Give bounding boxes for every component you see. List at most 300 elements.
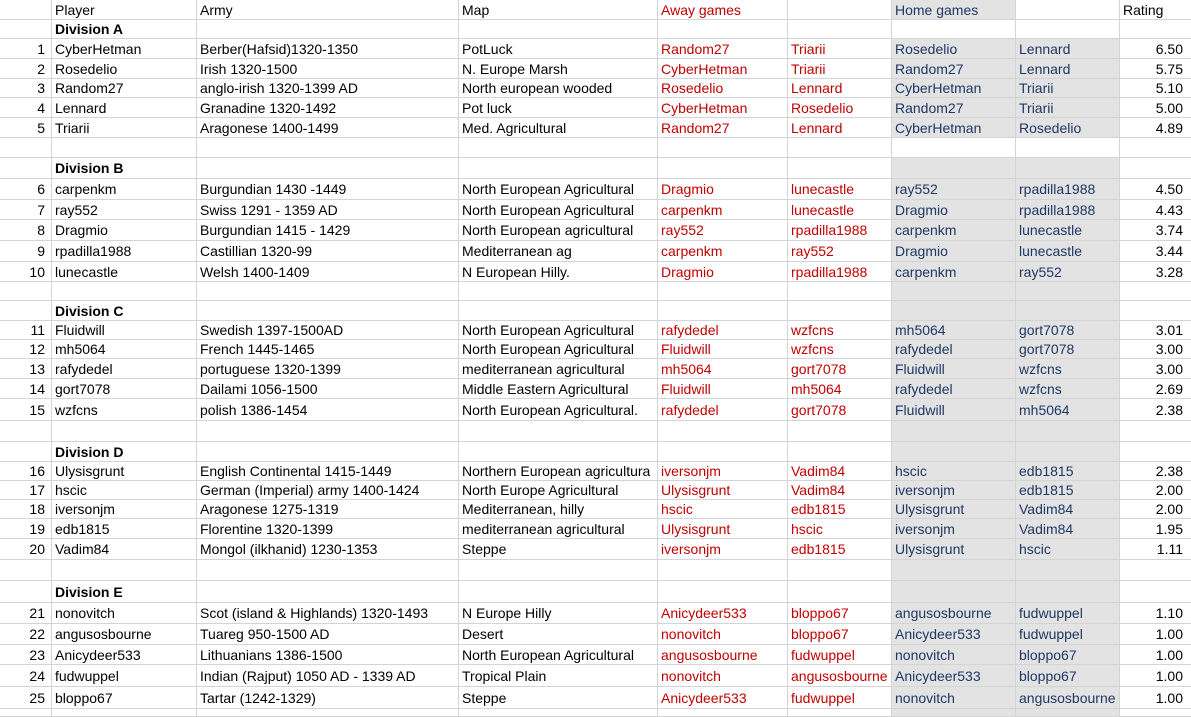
home-game-2-cell[interactable]: gort7078	[1016, 321, 1120, 339]
away-game-1-cell[interactable]: angusosbourne	[658, 645, 788, 664]
empty-cell[interactable]	[52, 421, 197, 441]
division-title[interactable]: Division D	[52, 442, 197, 461]
empty-cell[interactable]	[0, 138, 52, 157]
empty-cell[interactable]	[459, 282, 658, 300]
away-game-1-cell[interactable]: Ulysisgrunt	[658, 519, 788, 538]
home-game-2-cell[interactable]: rpadilla1988	[1016, 179, 1120, 199]
empty-cell[interactable]	[0, 709, 52, 716]
empty-cell[interactable]	[197, 560, 459, 580]
home-game-2-cell[interactable]: wzfcns	[1016, 379, 1120, 398]
empty-cell[interactable]	[52, 709, 197, 716]
empty-cell[interactable]	[1016, 442, 1120, 461]
empty-cell[interactable]	[197, 442, 459, 461]
home-game-2-cell[interactable]: Lennard	[1016, 59, 1120, 78]
player-cell[interactable]: iversonjm	[52, 500, 197, 518]
away-game-2-cell[interactable]: hscic	[788, 519, 892, 538]
home-game-2-cell[interactable]: Triarii	[1016, 98, 1120, 117]
home-game-1-cell[interactable]: iversonjm	[892, 481, 1016, 499]
empty-cell[interactable]	[1120, 138, 1191, 157]
player-cell[interactable]: Rosedelio	[52, 59, 197, 78]
header-cell-home-2[interactable]	[1016, 0, 1120, 19]
empty-cell[interactable]	[658, 158, 788, 178]
empty-cell[interactable]	[197, 20, 459, 38]
empty-cell[interactable]	[658, 581, 788, 602]
map-cell[interactable]: North European Agricultural	[459, 340, 658, 358]
away-game-1-cell[interactable]: Anicydeer533	[658, 603, 788, 623]
home-game-1-cell[interactable]: Random27	[892, 59, 1016, 78]
rating-cell[interactable]: 3.44	[1155, 243, 1183, 259]
map-cell[interactable]: Mediterranean, hilly	[459, 500, 658, 518]
rating-cell[interactable]: 5.75	[1155, 60, 1183, 77]
empty-cell[interactable]	[788, 158, 892, 178]
map-cell[interactable]: N. Europe Marsh	[459, 59, 658, 78]
army-cell[interactable]: portuguese 1320-1399	[197, 359, 459, 378]
player-cell[interactable]: gort7078	[52, 379, 197, 398]
rating-cell[interactable]: 2.69	[1155, 380, 1183, 397]
home-game-2-cell[interactable]: bloppo67	[1016, 645, 1120, 664]
empty-cell[interactable]	[1120, 301, 1191, 320]
rating-cell[interactable]: 2.00	[1155, 482, 1183, 498]
home-game-1-cell[interactable]: rafydedel	[892, 379, 1016, 398]
away-game-2-cell[interactable]: fudwuppel	[788, 687, 892, 708]
home-game-1-cell[interactable]: Fluidwill	[892, 359, 1016, 378]
home-game-1-cell[interactable]: ray552	[892, 179, 1016, 199]
away-game-1-cell[interactable]: iversonjm	[658, 539, 788, 559]
division-title[interactable]: Division B	[52, 158, 197, 178]
empty-cell[interactable]	[1120, 709, 1191, 716]
map-cell[interactable]: PotLuck	[459, 39, 658, 58]
empty-cell[interactable]	[892, 158, 1016, 178]
home-game-1-cell[interactable]: Ulysisgrunt	[892, 500, 1016, 518]
army-cell[interactable]: Tuareg 950-1500 AD	[197, 624, 459, 644]
army-cell[interactable]: Welsh 1400-1409	[197, 262, 459, 281]
empty-cell[interactable]	[658, 421, 788, 441]
player-cell[interactable]: lunecastle	[52, 262, 197, 281]
army-cell[interactable]: Florentine 1320-1399	[197, 519, 459, 538]
home-game-1-cell[interactable]: nonovitch	[892, 687, 1016, 708]
empty-cell[interactable]	[197, 158, 459, 178]
empty-cell[interactable]	[52, 560, 197, 580]
player-cell[interactable]: Ulysisgrunt	[52, 462, 197, 480]
map-cell[interactable]: North Europe Agricultural	[459, 481, 658, 499]
empty-cell[interactable]	[892, 20, 1016, 38]
map-cell[interactable]: Middle Eastern Agricultural	[459, 379, 658, 398]
player-cell[interactable]: fudwuppel	[52, 665, 197, 686]
rating-cell[interactable]: 3.74	[1155, 222, 1183, 238]
map-cell[interactable]: North European Agricultural	[459, 645, 658, 664]
empty-cell[interactable]	[0, 421, 52, 441]
empty-cell[interactable]	[0, 301, 52, 320]
empty-cell[interactable]	[52, 138, 197, 157]
header-cell-away-2[interactable]	[788, 0, 892, 19]
rating-cell[interactable]: 3.00	[1155, 360, 1183, 377]
away-game-2-cell[interactable]: edb1815	[788, 500, 892, 518]
home-game-2-cell[interactable]: ray552	[1016, 262, 1120, 281]
army-cell[interactable]: Aragonese 1400-1499	[197, 118, 459, 137]
rating-cell[interactable]: 1.11	[1156, 541, 1183, 557]
empty-cell[interactable]	[197, 581, 459, 602]
header-cell-rating[interactable]: Rating	[1123, 1, 1164, 18]
home-game-1-cell[interactable]: rafydedel	[892, 340, 1016, 358]
army-cell[interactable]: Lithuanians 1386-1500	[197, 645, 459, 664]
player-cell[interactable]: Random27	[52, 79, 197, 97]
away-game-1-cell[interactable]: iversonjm	[658, 462, 788, 480]
army-cell[interactable]: Granadine 1320-1492	[197, 98, 459, 117]
empty-cell[interactable]	[52, 282, 197, 300]
empty-cell[interactable]	[788, 581, 892, 602]
empty-cell[interactable]	[892, 421, 1016, 441]
home-game-1-cell[interactable]: hscic	[892, 462, 1016, 480]
away-game-2-cell[interactable]: fudwuppel	[788, 645, 892, 664]
away-game-2-cell[interactable]: Lennard	[788, 118, 892, 137]
player-cell[interactable]: ray552	[52, 200, 197, 219]
empty-cell[interactable]	[658, 560, 788, 580]
empty-cell[interactable]	[658, 138, 788, 157]
army-cell[interactable]: German (Imperial) army 1400-1424	[197, 481, 459, 499]
away-game-2-cell[interactable]: angusosbourne	[788, 665, 892, 686]
away-game-2-cell[interactable]: rpadilla1988	[788, 262, 892, 281]
home-game-1-cell[interactable]: nonovitch	[892, 645, 1016, 664]
army-cell[interactable]: Aragonese 1275-1319	[197, 500, 459, 518]
army-cell[interactable]: Tartar (1242-1329)	[197, 687, 459, 708]
away-game-1-cell[interactable]: CyberHetman	[658, 98, 788, 117]
empty-cell[interactable]	[892, 301, 1016, 320]
away-game-2-cell[interactable]: rpadilla1988	[788, 220, 892, 240]
away-game-2-cell[interactable]: lunecastle	[788, 200, 892, 219]
empty-cell[interactable]	[0, 581, 52, 602]
empty-cell[interactable]	[0, 560, 52, 580]
empty-cell[interactable]	[658, 282, 788, 300]
home-game-1-cell[interactable]: CyberHetman	[892, 79, 1016, 97]
away-game-2-cell[interactable]: lunecastle	[788, 179, 892, 199]
map-cell[interactable]: North european wooded	[459, 79, 658, 97]
empty-cell[interactable]	[197, 301, 459, 320]
empty-cell[interactable]	[892, 138, 1016, 157]
away-game-1-cell[interactable]: Random27	[658, 39, 788, 58]
player-cell[interactable]: Triarii	[52, 118, 197, 137]
player-cell[interactable]: angusosbourne	[52, 624, 197, 644]
army-cell[interactable]: polish 1386-1454	[197, 399, 459, 420]
empty-cell[interactable]	[892, 581, 1016, 602]
away-game-1-cell[interactable]: Fluidwill	[658, 379, 788, 398]
empty-cell[interactable]	[0, 20, 52, 38]
home-game-2-cell[interactable]: edb1815	[1016, 481, 1120, 499]
away-game-2-cell[interactable]: Rosedelio	[788, 98, 892, 117]
army-cell[interactable]: Indian (Rajput) 1050 AD - 1339 AD	[197, 665, 459, 686]
empty-cell[interactable]	[1016, 301, 1120, 320]
away-game-2-cell[interactable]: Vadim84	[788, 481, 892, 499]
away-game-1-cell[interactable]: Dragmio	[658, 179, 788, 199]
away-game-2-cell[interactable]: Triarii	[788, 39, 892, 58]
empty-cell[interactable]	[658, 20, 788, 38]
empty-cell[interactable]	[1016, 282, 1120, 300]
away-game-2-cell[interactable]: gort7078	[788, 399, 892, 420]
player-cell[interactable]: Dragmio	[52, 220, 197, 240]
map-cell[interactable]: Pot luck	[459, 98, 658, 117]
empty-cell[interactable]	[892, 282, 1016, 300]
home-game-1-cell[interactable]: carpenkm	[892, 220, 1016, 240]
away-game-2-cell[interactable]: gort7078	[788, 359, 892, 378]
away-game-1-cell[interactable]: Dragmio	[658, 262, 788, 281]
away-game-1-cell[interactable]: rafydedel	[658, 321, 788, 339]
away-game-1-cell[interactable]: Anicydeer533	[658, 687, 788, 708]
home-game-1-cell[interactable]: Random27	[892, 98, 1016, 117]
division-title[interactable]: Division A	[52, 20, 197, 38]
army-cell[interactable]: anglo-irish 1320-1399 AD	[197, 79, 459, 97]
away-game-2-cell[interactable]: ray552	[788, 241, 892, 261]
rating-cell[interactable]: 3.01	[1155, 322, 1183, 338]
home-game-1-cell[interactable]: iversonjm	[892, 519, 1016, 538]
army-cell[interactable]: Swedish 1397-1500AD	[197, 321, 459, 339]
rating-cell[interactable]: 5.00	[1155, 99, 1183, 116]
map-cell[interactable]: mediterranean agricultural	[459, 519, 658, 538]
player-cell[interactable]: Anicydeer533	[52, 645, 197, 664]
player-cell[interactable]: rafydedel	[52, 359, 197, 378]
army-cell[interactable]: Burgundian 1430 -1449	[197, 179, 459, 199]
empty-cell[interactable]	[459, 20, 658, 38]
empty-cell[interactable]	[1120, 158, 1191, 178]
away-game-1-cell[interactable]: Random27	[658, 118, 788, 137]
away-game-2-cell[interactable]: Lennard	[788, 79, 892, 97]
map-cell[interactable]: North European Agricultural.	[459, 399, 658, 420]
army-cell[interactable]: English Continental 1415-1449	[197, 462, 459, 480]
empty-cell[interactable]	[1016, 709, 1120, 716]
away-game-1-cell[interactable]: carpenkm	[658, 241, 788, 261]
empty-cell[interactable]	[1016, 421, 1120, 441]
map-cell[interactable]: North European Agricultural	[459, 200, 658, 219]
home-game-2-cell[interactable]: Lennard	[1016, 39, 1120, 58]
empty-cell[interactable]	[0, 282, 52, 300]
home-game-2-cell[interactable]: angusosbourne	[1016, 687, 1120, 708]
home-game-1-cell[interactable]: angusosbourne	[892, 603, 1016, 623]
home-game-2-cell[interactable]: wzfcns	[1016, 359, 1120, 378]
player-cell[interactable]: wzfcns	[52, 399, 197, 420]
player-cell[interactable]: hscic	[52, 481, 197, 499]
away-game-1-cell[interactable]: mh5064	[658, 359, 788, 378]
home-game-2-cell[interactable]: Vadim84	[1016, 519, 1120, 538]
map-cell[interactable]: Med. Agricultural	[459, 118, 658, 137]
empty-cell[interactable]	[788, 301, 892, 320]
away-game-2-cell[interactable]: wzfcns	[788, 340, 892, 358]
empty-cell[interactable]	[459, 421, 658, 441]
header-cell-player[interactable]: Player	[52, 0, 197, 19]
away-game-2-cell[interactable]: Vadim84	[788, 462, 892, 480]
home-game-2-cell[interactable]: Rosedelio	[1016, 118, 1120, 137]
home-game-1-cell[interactable]: Anicydeer533	[892, 665, 1016, 686]
away-game-1-cell[interactable]: ray552	[658, 220, 788, 240]
map-cell[interactable]: North European agricultural	[459, 220, 658, 240]
empty-cell[interactable]	[658, 301, 788, 320]
map-cell[interactable]: Desert	[459, 624, 658, 644]
empty-cell[interactable]	[459, 581, 658, 602]
empty-cell[interactable]	[1120, 20, 1191, 38]
rating-cell[interactable]: 4.89	[1155, 119, 1183, 136]
army-cell[interactable]: Burgundian 1415 - 1429	[197, 220, 459, 240]
home-game-2-cell[interactable]: gort7078	[1016, 340, 1120, 358]
empty-cell[interactable]	[1120, 581, 1191, 602]
player-cell[interactable]: mh5064	[52, 340, 197, 358]
empty-cell[interactable]	[197, 138, 459, 157]
away-game-1-cell[interactable]: rafydedel	[658, 399, 788, 420]
division-title[interactable]: Division E	[52, 581, 197, 602]
empty-cell[interactable]	[1016, 158, 1120, 178]
map-cell[interactable]: North European Agricultural	[459, 321, 658, 339]
home-game-2-cell[interactable]: mh5064	[1016, 399, 1120, 420]
division-title[interactable]: Division C	[52, 301, 197, 320]
empty-cell[interactable]	[459, 138, 658, 157]
rating-cell[interactable]: 1.95	[1155, 520, 1183, 537]
home-game-2-cell[interactable]: lunecastle	[1016, 241, 1120, 261]
empty-cell[interactable]	[459, 709, 658, 716]
empty-cell[interactable]	[197, 421, 459, 441]
rating-cell[interactable]: 2.00	[1155, 501, 1183, 517]
home-game-1-cell[interactable]: Dragmio	[892, 200, 1016, 219]
home-game-2-cell[interactable]: lunecastle	[1016, 220, 1120, 240]
home-game-2-cell[interactable]: fudwuppel	[1016, 624, 1120, 644]
empty-cell[interactable]	[0, 442, 52, 461]
empty-cell[interactable]	[197, 282, 459, 300]
empty-cell[interactable]	[1016, 581, 1120, 602]
player-cell[interactable]: carpenkm	[52, 179, 197, 199]
empty-cell[interactable]	[1016, 20, 1120, 38]
player-cell[interactable]: edb1815	[52, 519, 197, 538]
empty-cell[interactable]	[1120, 442, 1191, 461]
player-cell[interactable]: Fluidwill	[52, 321, 197, 339]
home-game-1-cell[interactable]: CyberHetman	[892, 118, 1016, 137]
map-cell[interactable]: mediterranean agricultural	[459, 359, 658, 378]
home-game-1-cell[interactable]: mh5064	[892, 321, 1016, 339]
army-cell[interactable]: Mongol (ilkhanid) 1230-1353	[197, 539, 459, 559]
home-game-2-cell[interactable]: edb1815	[1016, 462, 1120, 480]
empty-cell[interactable]	[197, 709, 459, 716]
away-game-1-cell[interactable]: Ulysisgrunt	[658, 481, 788, 499]
home-game-1-cell[interactable]: Anicydeer533	[892, 624, 1016, 644]
rating-cell[interactable]: 4.50	[1155, 181, 1183, 197]
empty-cell[interactable]	[459, 442, 658, 461]
away-game-1-cell[interactable]: Rosedelio	[658, 79, 788, 97]
away-game-1-cell[interactable]: hscic	[658, 500, 788, 518]
away-game-2-cell[interactable]: edb1815	[788, 539, 892, 559]
rating-cell[interactable]: 2.38	[1155, 463, 1183, 479]
empty-cell[interactable]	[892, 709, 1016, 716]
empty-cell[interactable]	[788, 20, 892, 38]
home-game-2-cell[interactable]: bloppo67	[1016, 665, 1120, 686]
empty-cell[interactable]	[1120, 560, 1191, 580]
map-cell[interactable]: North European Agricultural	[459, 179, 658, 199]
rating-cell[interactable]: 1.00	[1155, 626, 1183, 642]
empty-cell[interactable]	[788, 709, 892, 716]
home-game-1-cell[interactable]: Fluidwill	[892, 399, 1016, 420]
empty-cell[interactable]	[788, 442, 892, 461]
empty-cell[interactable]	[459, 560, 658, 580]
empty-cell[interactable]	[892, 560, 1016, 580]
empty-cell[interactable]	[788, 138, 892, 157]
map-cell[interactable]: Steppe	[459, 539, 658, 559]
home-game-1-cell[interactable]: carpenkm	[892, 262, 1016, 281]
away-game-2-cell[interactable]: bloppo67	[788, 624, 892, 644]
away-game-1-cell[interactable]: nonovitch	[658, 624, 788, 644]
away-game-2-cell[interactable]: bloppo67	[788, 603, 892, 623]
empty-cell[interactable]	[1016, 560, 1120, 580]
home-game-2-cell[interactable]: Vadim84	[1016, 500, 1120, 518]
empty-cell[interactable]	[459, 158, 658, 178]
header-cell-number[interactable]	[0, 0, 52, 19]
header-cell-map[interactable]: Map	[459, 0, 658, 19]
empty-cell[interactable]	[0, 158, 52, 178]
empty-cell[interactable]	[1120, 282, 1191, 300]
header-cell-army[interactable]: Army	[197, 0, 459, 19]
away-game-2-cell[interactable]: Triarii	[788, 59, 892, 78]
rating-cell[interactable]: 1.00	[1155, 646, 1183, 663]
army-cell[interactable]: Berber(Hafsid)1320-1350	[197, 39, 459, 58]
player-cell[interactable]: nonovitch	[52, 603, 197, 623]
rating-cell[interactable]: 3.00	[1155, 341, 1183, 357]
rating-cell[interactable]: 1.00	[1155, 667, 1183, 684]
map-cell[interactable]: Northern European agricultura	[459, 462, 658, 480]
home-game-2-cell[interactable]: hscic	[1016, 539, 1120, 559]
empty-cell[interactable]	[788, 421, 892, 441]
player-cell[interactable]: Vadim84	[52, 539, 197, 559]
away-game-2-cell[interactable]: mh5064	[788, 379, 892, 398]
player-cell[interactable]: Lennard	[52, 98, 197, 117]
empty-cell[interactable]	[892, 442, 1016, 461]
map-cell[interactable]: Mediterranean ag	[459, 241, 658, 261]
home-game-1-cell[interactable]: Ulysisgrunt	[892, 539, 1016, 559]
home-game-1-cell[interactable]: Rosedelio	[892, 39, 1016, 58]
rating-cell[interactable]: 5.10	[1155, 80, 1183, 96]
empty-cell[interactable]	[788, 560, 892, 580]
rating-cell[interactable]: 1.00	[1155, 689, 1183, 706]
army-cell[interactable]: Swiss 1291 - 1359 AD	[197, 200, 459, 219]
army-cell[interactable]: Irish 1320-1500	[197, 59, 459, 78]
away-game-1-cell[interactable]: Fluidwill	[658, 340, 788, 358]
empty-cell[interactable]	[1120, 421, 1191, 441]
map-cell[interactable]: N Europe Hilly	[459, 603, 658, 623]
player-cell[interactable]: CyberHetman	[52, 39, 197, 58]
map-cell[interactable]: Tropical Plain	[459, 665, 658, 686]
player-row	[0, 262, 1191, 282]
home-game-2-cell[interactable]: rpadilla1988	[1016, 200, 1120, 219]
map-cell[interactable]: N European Hilly.	[459, 262, 658, 281]
home-game-2-cell[interactable]: Triarii	[1016, 79, 1120, 97]
empty-cell[interactable]	[1016, 138, 1120, 157]
rating-cell[interactable]: 4.43	[1155, 201, 1183, 218]
away-game-1-cell[interactable]: CyberHetman	[658, 59, 788, 78]
away-game-1-cell[interactable]: nonovitch	[658, 665, 788, 686]
home-game-2-cell[interactable]: fudwuppel	[1016, 603, 1120, 623]
army-cell[interactable]: French 1445-1465	[197, 340, 459, 358]
away-game-1-cell[interactable]: carpenkm	[658, 200, 788, 219]
empty-cell[interactable]	[788, 282, 892, 300]
home-game-1-cell[interactable]: Dragmio	[892, 241, 1016, 261]
header-cell-home-games[interactable]: Home games	[892, 0, 1016, 19]
away-game-2-cell[interactable]: wzfcns	[788, 321, 892, 339]
map-cell[interactable]: Steppe	[459, 687, 658, 708]
army-cell[interactable]: Dailami 1056-1500	[197, 379, 459, 398]
rating-cell[interactable]: 1.10	[1155, 605, 1183, 621]
empty-cell[interactable]	[658, 709, 788, 716]
empty-cell[interactable]	[459, 301, 658, 320]
empty-cell[interactable]	[658, 442, 788, 461]
army-cell[interactable]: Castillian 1320-99	[197, 241, 459, 261]
header-cell-away-games[interactable]: Away games	[658, 0, 788, 19]
rating-cell[interactable]: 2.38	[1155, 401, 1183, 418]
rating-cell[interactable]: 6.50	[1155, 40, 1183, 57]
rating-cell[interactable]: 3.28	[1155, 263, 1183, 280]
army-cell[interactable]: Scot (island & Highlands) 1320-1493	[197, 603, 459, 623]
player-cell[interactable]: rpadilla1988	[52, 241, 197, 261]
player-cell[interactable]: bloppo67	[52, 687, 197, 708]
